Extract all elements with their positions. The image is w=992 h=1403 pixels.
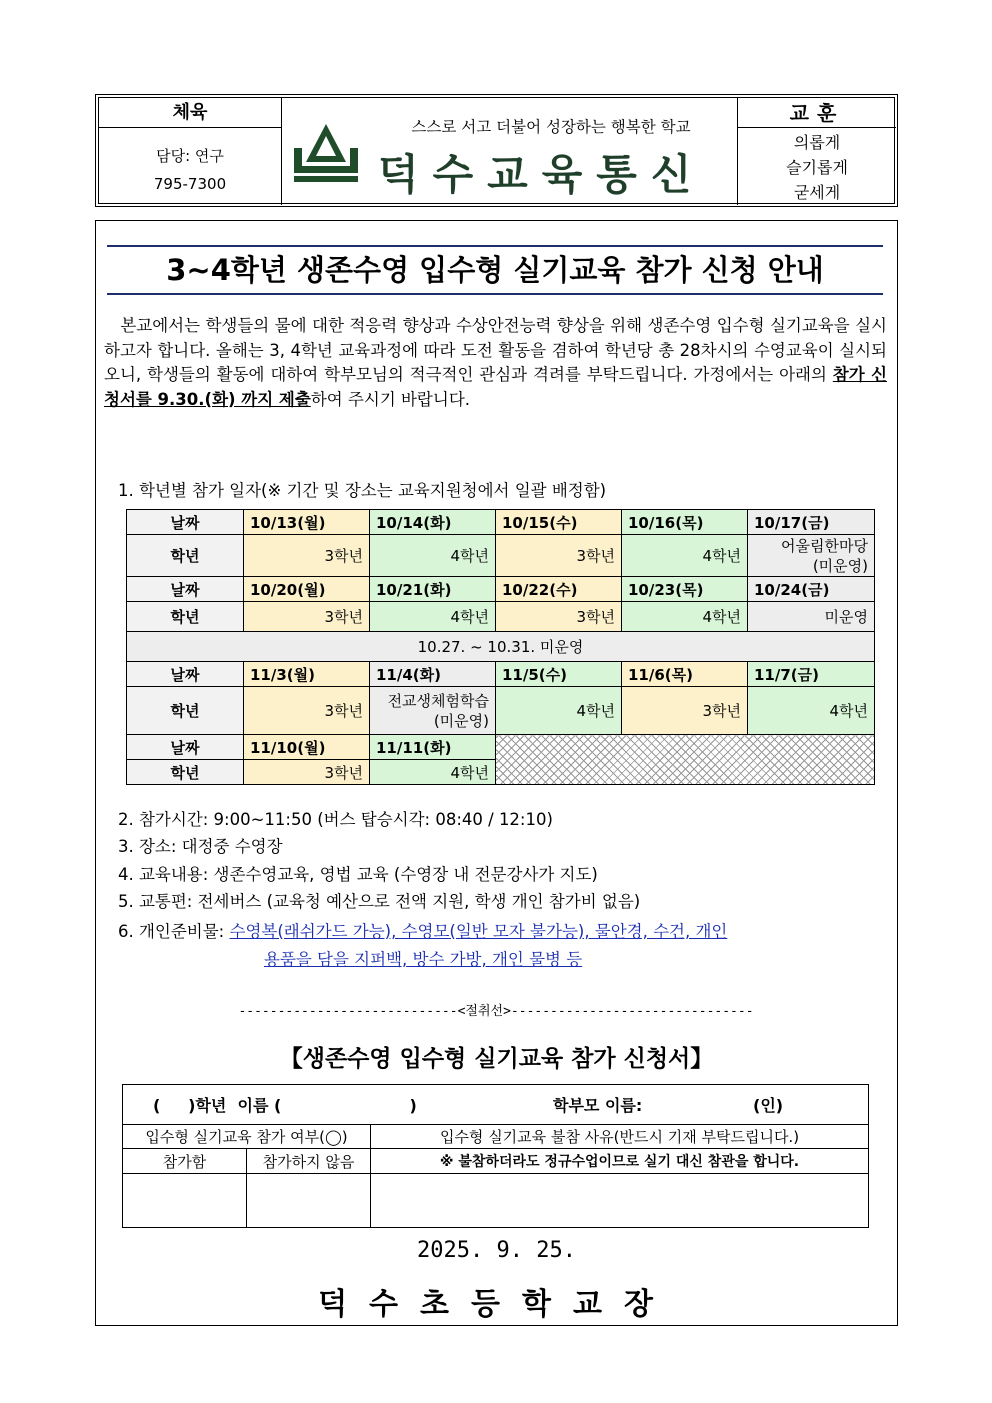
intro-paragraph: [104, 314, 887, 412]
grade-cell: 4학년: [748, 687, 875, 735]
motto-item: 굳세게: [793, 183, 841, 202]
table-row: [123, 1174, 869, 1228]
date-cell: 10/20(월): [244, 577, 370, 602]
contact-name: 담당: 연구: [156, 147, 224, 165]
table-row: [127, 510, 875, 535]
parent-name-label: 학부모 이름:: [553, 1096, 643, 1115]
table-row: [127, 602, 875, 632]
absence-notice: ※ 불참하더라도 정규수업이므로 실기 대신 참관을 합니다.: [371, 1149, 869, 1174]
grade-cell: 4학년: [370, 535, 496, 577]
date-cell: 10/17(금): [748, 510, 875, 535]
newsletter-masthead: [282, 98, 738, 205]
date-cell: 10/15(수): [496, 510, 622, 535]
date-cell: 10/16(목): [622, 510, 748, 535]
date-cell: 10/22(수): [496, 577, 622, 602]
break-note: 10.27. ~ 10.31. 미운영: [127, 632, 875, 662]
contact-phone: 795-7300: [153, 175, 227, 193]
school-logo-icon: [290, 122, 362, 184]
grade-cell: 3학년: [496, 602, 622, 632]
motto-item: 의롭게: [793, 133, 841, 152]
intro-text: 본교에서는 학생들의 물에 대한 적응력 향상과 수상안전능력 향상을 위해 생존수영 입수형 실기교육을 실시하고자 합니다. 올해는 3, 4학년 교육과정에 따라 도전 활동을 겸하여 학년당 총 28차시의 수영교육이 실시되오니, 학생들의 활동에 대하여 학부모님의 적극적인 관심과 격려를 부탁드립니다. 가정에서는 아래의: [104, 316, 887, 384]
grade-cell: 4학년: [370, 602, 496, 632]
special-event: 전교생체험학습: [387, 691, 489, 710]
date-cell: 11/4(화): [370, 662, 496, 687]
item-transport: 5. 교통편: 전세버스 (교육청 예산으로 전액 지원, 학생 개인 참가비 없음): [118, 892, 641, 911]
date-cell: 11/11(화): [370, 735, 496, 760]
schedule-table: [126, 509, 875, 785]
application-title: 【생존수영 입수형 실기교육 참가 신청서】: [279, 1046, 714, 1072]
grade-cell: 4학년: [370, 760, 496, 785]
intro-text-end: 하여 주시기 바랍니다.: [310, 389, 470, 409]
section-1-heading: 1. 학년별 참가 일자(※ 기간 및 장소는 교육지원청에서 일괄 배정함): [118, 481, 607, 500]
grade-label: 학년: [127, 602, 244, 632]
attend-option: 참가함: [123, 1149, 247, 1174]
reason-header: 입수형 실기교육 불참 사유(반드시 기재 부탁드립니다.): [371, 1125, 869, 1149]
table-row: [127, 632, 875, 662]
newsletter-header: [95, 94, 898, 207]
date-cell: 11/5(수): [496, 662, 622, 687]
cut-line: ----------------------------<절취선>-------------------------------: [238, 1004, 754, 1019]
grade-label: 학년: [127, 535, 244, 577]
contact-info: [99, 128, 282, 205]
motto-heading: 교훈: [738, 98, 896, 128]
date-cell: 10/14(화): [370, 510, 496, 535]
subject-label: 체육: [99, 98, 282, 128]
intro-deadline: 참가 신청서를 9.30.(화) 까지 제출: [104, 365, 888, 409]
newsletter-title: 덕수교육통신: [378, 150, 706, 199]
grade-cell: 4학년: [622, 535, 748, 577]
grade-label: 학년: [127, 760, 244, 785]
date-label: 날짜: [127, 662, 244, 687]
date-cell: 10/24(금): [748, 577, 875, 602]
seal-label: (인): [753, 1096, 784, 1115]
date-cell: 11/10(월): [244, 735, 370, 760]
grade-cell: [370, 687, 496, 735]
date-cell: 11/3(월): [244, 662, 370, 687]
title-rule-top: [107, 245, 883, 247]
date-cell: 10/13(월): [244, 510, 370, 535]
item-prep: [118, 918, 727, 942]
attend-check-box[interactable]: [123, 1174, 247, 1228]
special-event-note: (미운영): [433, 711, 489, 730]
grade-cell: 3학년: [244, 760, 370, 785]
grade-cell: [748, 535, 875, 577]
table-row: [123, 1149, 869, 1174]
student-name-field[interactable]: ( )학년 이름 ( ): [153, 1096, 417, 1115]
application-form: [122, 1084, 869, 1228]
not-attend-option: 참가하지 않음: [247, 1149, 371, 1174]
date-cell: 11/7(금): [748, 662, 875, 687]
table-row: [123, 1125, 869, 1149]
date-label: 날짜: [127, 577, 244, 602]
grade-cell: 3학년: [244, 687, 370, 735]
title-rule-bottom: [107, 293, 883, 295]
grade-label: 학년: [127, 687, 244, 735]
item-content: 4. 교육내용: 생존수영교육, 영법 교육 (수영장 내 전문강사가 지도): [118, 865, 598, 884]
grade-cell: 3학년: [622, 687, 748, 735]
grade-cell: 3학년: [244, 602, 370, 632]
grade-cell: 3학년: [496, 535, 622, 577]
not-attend-check-box[interactable]: [247, 1174, 371, 1228]
reason-input[interactable]: [371, 1174, 869, 1228]
table-row: [127, 662, 875, 687]
name-row: [123, 1085, 869, 1125]
grade-cell: 4학년: [496, 687, 622, 735]
table-row: [123, 1085, 869, 1125]
special-event-note: (미운영): [812, 556, 868, 575]
unused-cell: [496, 735, 875, 785]
prep-list-line1: 수영복(래쉬가드 가능), 수영모(일반 모자 불가능), 물안경, 수건, 개인: [229, 922, 728, 941]
school-slogan: 스스로 서고 더불어 성장하는 행복한 학교: [411, 118, 691, 136]
issue-date: 2025. 9. 25.: [417, 1238, 576, 1263]
prep-list-line2: 용품을 담을 지퍼백, 방수 가방, 개인 물병 등: [264, 950, 583, 969]
grade-cell: 3학년: [244, 535, 370, 577]
table-row: [127, 577, 875, 602]
participation-header: 입수형 실기교육 참가 여부(◯): [123, 1125, 371, 1149]
date-cell: 11/6(목): [622, 662, 748, 687]
table-row: [127, 687, 875, 735]
date-cell: 10/21(화): [370, 577, 496, 602]
date-label: 날짜: [127, 510, 244, 535]
item-place: 3. 장소: 대정중 수영장: [118, 837, 283, 856]
prep-label: 6. 개인준비물:: [118, 922, 230, 941]
grade-cell: 미운영: [748, 602, 875, 632]
motto-list: [738, 128, 896, 205]
date-cell: 10/23(목): [622, 577, 748, 602]
table-row: [127, 735, 875, 760]
document-title: 3~4학년 생존수영 입수형 실기교육 참가 신청 안내: [166, 253, 824, 287]
principal-signature: 덕수초등학교장: [318, 1287, 675, 1322]
date-label: 날짜: [127, 735, 244, 760]
special-event: 어울림한마당: [781, 536, 868, 555]
item-time: 2. 참가시간: 9:00~11:50 (버스 탑승시각: 08:40 / 12:10): [118, 810, 553, 829]
grade-cell: 4학년: [622, 602, 748, 632]
motto-item: 슬기롭게: [786, 158, 848, 177]
table-row: [127, 535, 875, 577]
